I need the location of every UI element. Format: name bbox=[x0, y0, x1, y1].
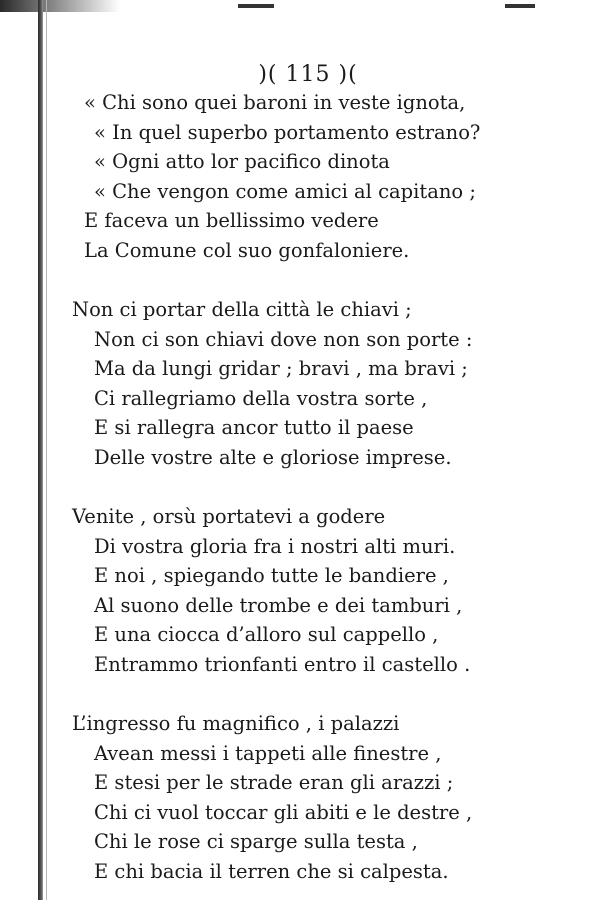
verse-line: Non ci portar della città le chiavi ; bbox=[72, 298, 412, 321]
verse-line: Chi ci vuol toccar gli abiti e le destre , bbox=[94, 800, 473, 824]
verse-line: Delle vostre alte e gloriose imprese. bbox=[94, 445, 452, 469]
scan-edge-mark bbox=[0, 0, 120, 12]
verse-line: E una ciocca d’alloro sul cappello , bbox=[94, 623, 439, 646]
verse-line: E stesi per le strade eran gli arazzi ; bbox=[94, 771, 454, 794]
verse-line: L’ingresso fu magnifico , i palazzi bbox=[72, 712, 400, 735]
stanza bbox=[72, 295, 592, 472]
verse-line: Entrammo trionfanti entro il castello . bbox=[94, 652, 471, 676]
verse-line: E chi bacia il terren che si calpesta. bbox=[94, 859, 449, 883]
binding-gutter bbox=[38, 0, 43, 900]
stanza bbox=[72, 88, 592, 265]
verse-line: « Ogni atto lor pacifico dinota bbox=[94, 150, 390, 173]
stanza bbox=[72, 709, 592, 886]
verse-line: La Comune col suo gonfaloniere. bbox=[84, 238, 410, 262]
verse-line: E si rallegra ancor tutto il paese bbox=[94, 416, 414, 439]
verse-line: Avean messi i tappeti alle finestre , bbox=[94, 741, 442, 765]
verse-line: Al suono delle trombe e dei tamburi , bbox=[94, 593, 463, 617]
stanza bbox=[72, 502, 592, 679]
verse-line: Di vostra gloria fra i nostri alti muri. bbox=[94, 534, 456, 558]
verse-line: Ci rallegriamo della vostra sorte , bbox=[94, 386, 428, 410]
verse-line: E faceva un bellissimo vedere bbox=[84, 209, 379, 232]
scan-edge-mark bbox=[238, 4, 274, 8]
binding-gutter-line bbox=[46, 0, 47, 900]
poem-body bbox=[72, 88, 592, 916]
verse-line: E noi , spiegando tutte le bandiere , bbox=[94, 564, 449, 587]
verse-line: Venite , orsù portatevi a godere bbox=[72, 505, 386, 528]
verse-line: « Che vengon come amici al capitano ; bbox=[94, 179, 476, 203]
page-number: )( 115 )( bbox=[258, 62, 358, 87]
verse-line: Ma da lungi gridar ; bravi , ma bravi ; bbox=[94, 357, 468, 380]
verse-line: « In quel superbo portamento estrano? bbox=[94, 120, 481, 144]
verse-line: « Chi sono quei baroni in veste ignota, bbox=[84, 91, 466, 114]
verse-line: Non ci son chiavi dove non son porte : bbox=[94, 327, 473, 351]
verse-line: Chi le rose ci sparge sulla testa , bbox=[94, 830, 418, 853]
scan-edge-mark bbox=[505, 4, 535, 8]
